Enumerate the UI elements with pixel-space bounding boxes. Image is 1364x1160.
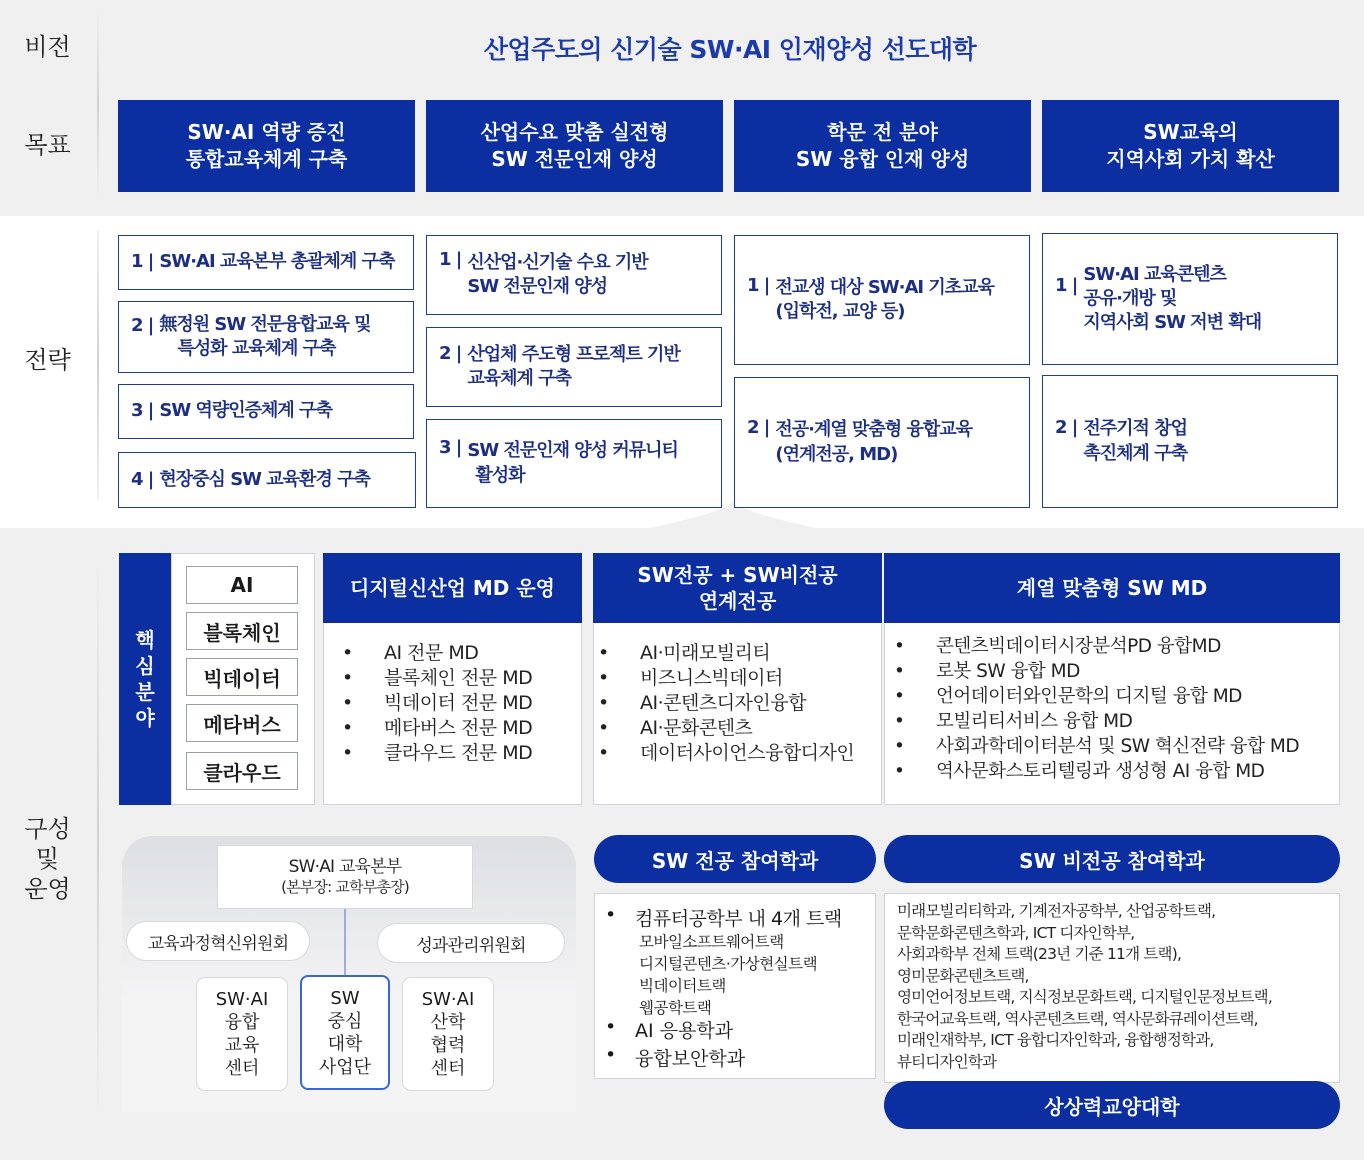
md-digital-body	[323, 623, 582, 805]
list-item: • 데이터사이언스융합디자인	[640, 741, 881, 766]
list-item: • 블록체인 전문 MD	[384, 666, 581, 691]
org-hq: SW·AI 교육본부 (본부장: 교학부총장)	[218, 846, 472, 908]
strategy-1-1: 1 | SW·AI 교육본부 총괄체계 구축	[118, 235, 414, 290]
goal-3: 학문 전 분야 SW 융합 인재 양성	[734, 100, 1031, 192]
goal-1: SW·AI 역량 증진 통합교육체계 구축	[118, 100, 415, 192]
org-committee-performance: 성과관리위원회	[378, 924, 564, 962]
label-goals: 목표	[24, 131, 71, 159]
list-item: • 클라우드 전문 MD	[384, 741, 581, 766]
list-item: • 언어데이터와인문학의 디지털 융합 MD	[936, 684, 1339, 709]
strategy-4-2: 2 | 전주기적 창업 촉진체계 구축	[1042, 375, 1338, 508]
org-connector	[340, 908, 350, 980]
sw-major-body: • 컴퓨터공학부 내 4개 트랙 모바일소프트웨어트랙 디지털콘텐츠·가상현실트랙 빅데이터트랙 웹공학트랙 • AI 응용학과 • 융합보안학과	[594, 893, 876, 1079]
track-item: 빅데이터트랙	[639, 977, 726, 995]
strategy-2-1: 1 | 신산업·신기술 수요 기반 SW 전문인재 양성	[426, 235, 722, 315]
org-center-swcu: SW 중심 대학 사업단	[300, 975, 390, 1090]
imagination-college: 상상력교양대학	[884, 1081, 1340, 1129]
strategy-2-3: 3 | SW 전문인재 양성 커뮤니티 활성화	[426, 419, 722, 508]
dept-line: 미래모빌리티학과, 기계전자공학부, 산업공학트랙,	[897, 902, 1216, 920]
label-divider-top	[97, 10, 99, 200]
goal-4: SW교육의 지역사회 가치 확산	[1042, 100, 1339, 192]
track-item: 디지털콘텐츠·가상현실트랙	[639, 955, 818, 973]
core-item-cloud: 클라우드	[186, 752, 298, 790]
list-item: • AI·미래모빌리티	[640, 641, 881, 666]
org-committee-curriculum: 교육과정혁신위원회	[127, 922, 309, 960]
strategy-3-2: 2 | 전공·계열 맞춤형 융합교육 (연계전공, MD)	[734, 377, 1030, 508]
label-divider-bot	[97, 560, 99, 1120]
track-item: 웹공학트랙	[639, 999, 712, 1017]
dept-line: 영미문화콘텐츠트랙,	[897, 966, 1029, 985]
core-item-blockchain: 블록체인	[186, 612, 298, 650]
dept-item: 융합보안학과	[635, 1048, 746, 1070]
org-center-fusion: SW·AI 융합 교육 센터	[197, 978, 287, 1090]
md-linked-body	[593, 623, 882, 805]
sw-nonmajor-head: SW 비전공 참여학과	[884, 835, 1340, 883]
track-head: 컴퓨터공학부 내 4개 트랙	[635, 908, 842, 930]
label-divider-mid	[97, 230, 99, 500]
core-fields-title: 핵 심 분 야	[119, 553, 171, 805]
sw-major-head: SW 전공 참여학과	[594, 835, 876, 883]
dept-line: 한국어교육트랙, 역사콘텐츠트랙, 역사문화큐레이션트랙,	[897, 1009, 1258, 1028]
strategy-3-1: 1 | 전교생 대상 SW·AI 기초교육 (입학전, 교양 등)	[734, 235, 1030, 365]
md-digital-head: 디지털신산업 MD 운영	[323, 553, 582, 623]
list-item: • 비즈니스빅데이터	[640, 666, 881, 691]
list-item: • 빅데이터 전문 MD	[384, 691, 581, 716]
list-item: • 역사문화스토리텔링과 생성형 AI 융합 MD	[936, 759, 1339, 784]
label-strategy: 전략	[24, 346, 71, 374]
track-item: 모바일소프트웨어트랙	[639, 933, 784, 951]
label-operation: 구성 및 운영	[24, 815, 71, 903]
sw-nonmajor-body	[884, 893, 1340, 1083]
strategy-1-2: 2 | 無정원 SW 전문융합교육 및 특성화 교육체계 구축	[118, 301, 414, 373]
label-vision: 비전	[24, 33, 71, 61]
list-item: • 사회과학데이터분석 및 SW 혁신전략 융합 MD	[936, 734, 1339, 759]
list-item: • AI·문화콘텐츠	[640, 716, 881, 741]
list-item: • 모빌리티서비스 융합 MD	[936, 709, 1339, 734]
md-field-head: 계열 맞춤형 SW MD	[884, 553, 1340, 623]
dept-line: 미래인재학부, ICT 융합디자인학과, 융합행정학과,	[897, 1031, 1214, 1049]
dept-line: 문학문화콘텐츠학과, ICT 디자인학부,	[897, 923, 1135, 942]
list-item: • AI 전문 MD	[384, 641, 581, 666]
md-linked-head: SW전공 + SW비전공 연계전공	[593, 553, 882, 623]
dept-line: 뷰티디자인학과	[897, 1052, 997, 1071]
strategy-2-2: 2 | 산업체 주도형 프로젝트 기반 교육체계 구축	[426, 327, 722, 407]
list-item: • AI·콘텐츠디자인융합	[640, 691, 881, 716]
dept-line: 영미언어정보트랙, 지식정보문화트랙, 디지털인문정보트랙,	[897, 988, 1272, 1006]
strategy-1-4: 4 | 현장중심 SW 교육환경 구축	[118, 452, 416, 508]
list-item: • 로봇 SW 융합 MD	[936, 659, 1339, 684]
core-item-metaverse: 메타버스	[186, 704, 298, 742]
dept-item: AI 응용학과	[635, 1020, 734, 1042]
strategy-4-1: 1 | SW·AI 교육콘텐츠 공유·개방 및 지역사회 SW 저변 확대	[1042, 233, 1338, 365]
strategy-1-3: 3 | SW 역량인증체계 구축	[118, 384, 414, 439]
core-item-ai: AI	[186, 566, 298, 604]
md-field-body	[884, 623, 1340, 805]
org-center-industry: SW·AI 산학 협력 센터	[403, 978, 493, 1090]
goal-2: 산업수요 맞춤 실전형 SW 전문인재 양성	[426, 100, 723, 192]
core-item-bigdata: 빅데이터	[186, 658, 298, 696]
dept-line: 사회과학부 전체 트랙(23년 기준 11개 트랙),	[897, 945, 1182, 963]
list-item: • 메타버스 전문 MD	[384, 716, 581, 741]
list-item: • 콘텐츠빅데이터시장분석PD 융합MD	[936, 634, 1339, 659]
vision-statement: 산업주도의 신기술 SW·AI 인재양성 선도대학	[483, 35, 977, 64]
